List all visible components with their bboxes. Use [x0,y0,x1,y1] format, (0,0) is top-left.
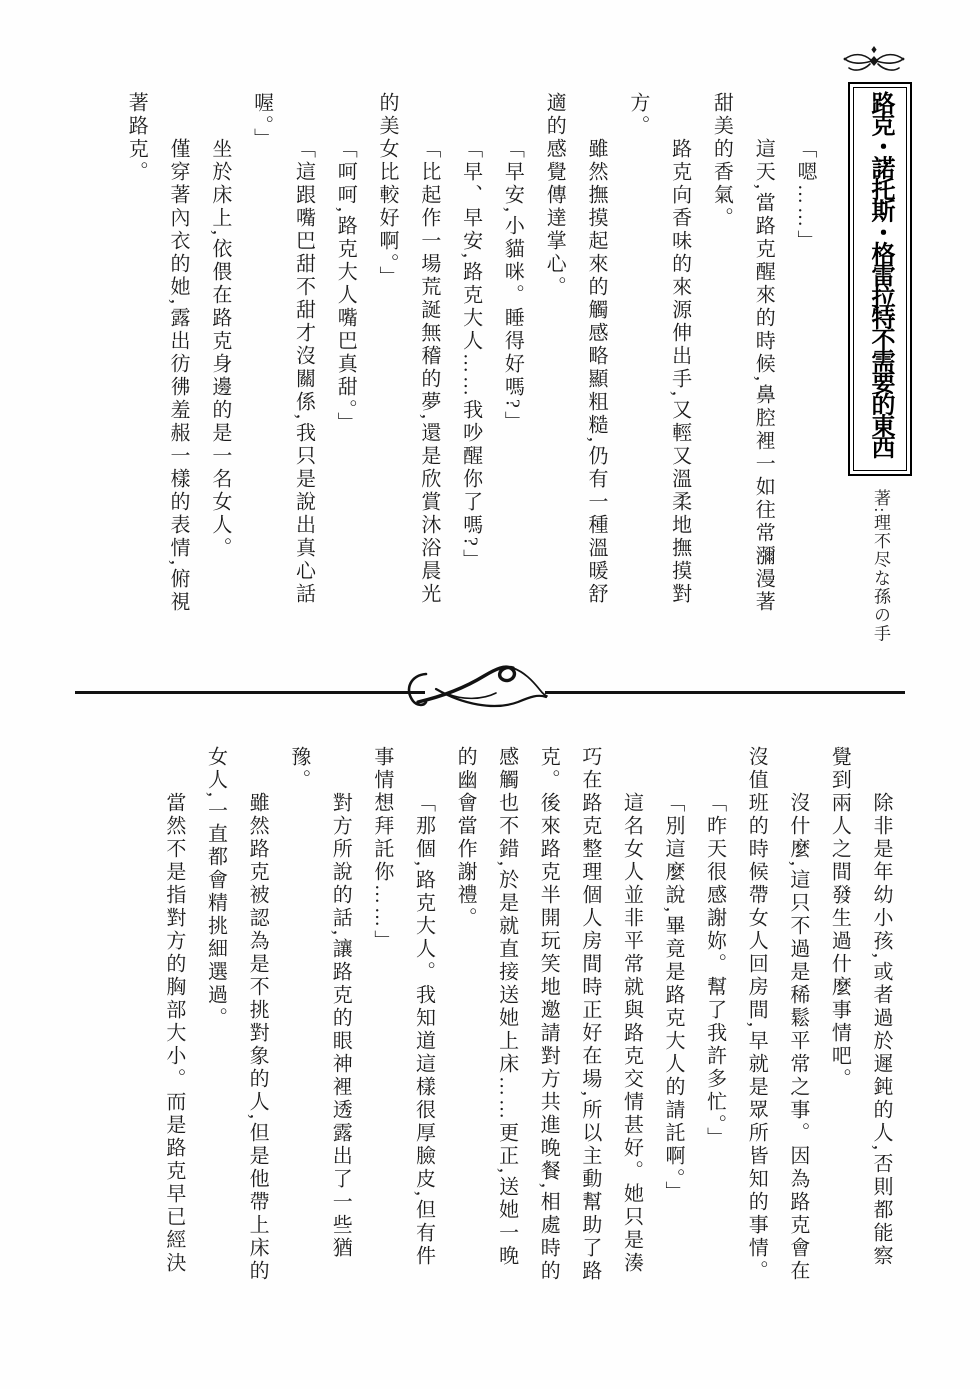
paragraph: 「昨天很感謝妳。幫了我許多忙。」 [703,792,726,1150]
paragraph: 路克向香味的來源伸出手,又輕又溫柔地撫摸對方。 [626,92,691,606]
paragraph: 「別這麼說,畢竟是路克大人的請託啊。」 [662,792,685,1204]
paragraph: 「呵呵,路克大人嘴巴真甜。」 [334,138,357,435]
paragraph: 這名女人並非平常就與路克交情甚好。她只是湊巧在路克整理個人房間時正好在場,所以主動幫助了路克。後來路克半開玩笑地邀請對方共進晚餐,相處時的感觸也不錯,於是就直接送她上床……更正,送她一晚的幽會當作謝禮。 [454,746,643,1283]
paragraph: 「嗯……」 [794,138,816,253]
divider-line-right [545,691,905,694]
divider-line-left [75,691,425,694]
page-title: 路克・諾托斯・格雷拉特不需要的東西 [867,91,894,457]
paragraph: 這天,當路克醒來的時候,鼻腔裡一如往常瀰漫著甜美的香氣。 [710,92,775,614]
calligraphic-swirl-icon [396,656,548,720]
paragraph: 「這跟嘴巴甜不甜才沒關係,我只是說出真心話喔。」 [250,92,315,606]
bottom-text-section [99,746,901,1288]
paragraph: 「早、早安,路克大人……我吵醒你了嗎?」 [459,138,482,572]
paragraph: 坐於床上,依偎在路克身邊的是一名女人。 [208,138,231,560]
paragraph: 「那個,路克大人。我知道這樣很厚臉皮,但有件事情想拜託你……」 [370,746,435,1268]
paragraph: 雖然撫摸起來的觸感略顯粗糙,仍有一種溫暖舒適的感覺傳達掌心。 [543,92,608,606]
title-inner-border [853,87,907,471]
paragraph: 除非是年幼小孩,或者過於遲鈍的人,否則都能察覺到兩人之間發生過什麼事情吧。 [828,746,892,1268]
paragraph: 僅穿著內衣的她,露出彷彿羞赧一樣的表情,俯視著路克。 [125,92,190,614]
paragraph: 當然不是指對方的胸部大小。而是路克早已經決 [162,792,185,1275]
paragraph: 對方所說的話,讓路克的眼神裡透露出了一些猶豫。 [287,746,352,1260]
top-text-section [109,92,825,628]
paragraph: 雖然路克被認為是不挑對象的人,但是他帶上床的女人,一直都會精挑細選過。 [204,746,269,1283]
title-frame [848,82,912,476]
fleuron-icon [842,45,906,75]
paragraph: 沒什麼,這只不過是稀鬆平常之事。因為路克會在沒值班的時候帶女人回房間,早就是眾所皆知的事情。 [745,746,809,1283]
paragraph: 「比起作一場荒誕無稽的夢,還是欣賞沐浴晨光的美女比較好啊。」 [376,92,440,606]
author-credit: 著:理不尽な孫の手 [871,489,890,644]
paragraph: 「早安,小貓咪。睡得好嗎?」 [501,138,524,434]
